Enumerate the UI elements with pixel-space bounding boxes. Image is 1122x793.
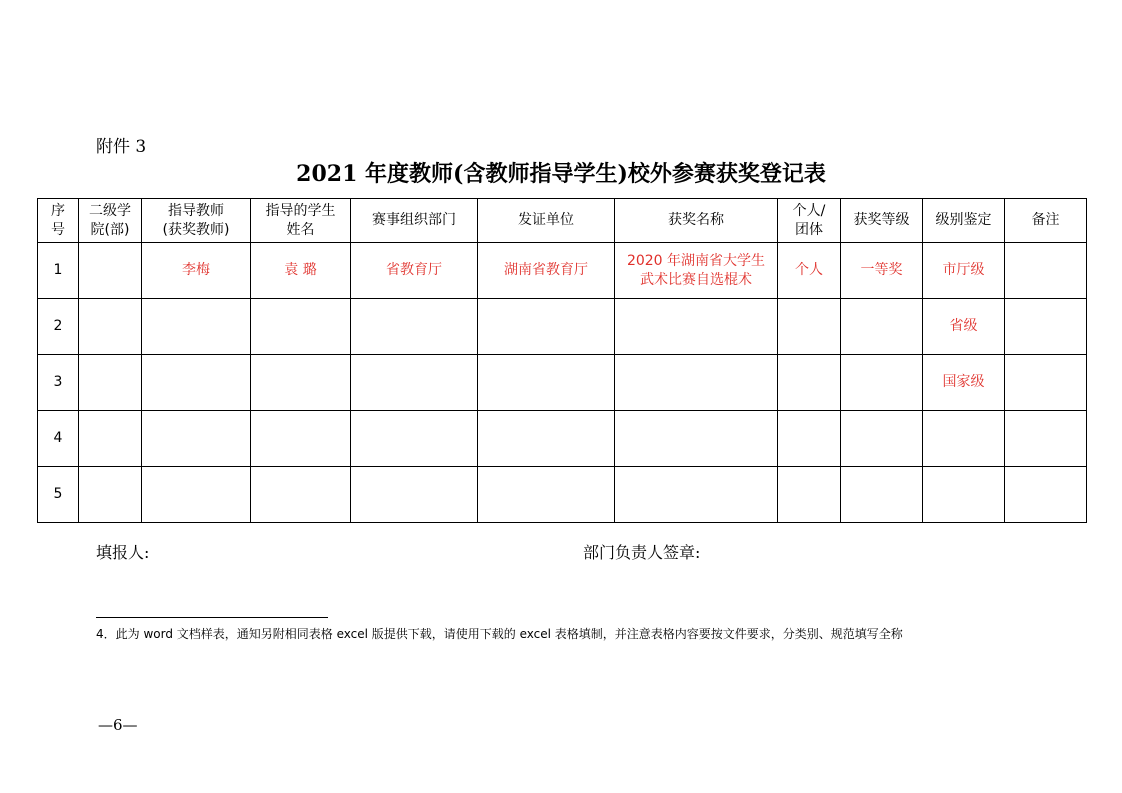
header-text: (获奖教师) — [162, 221, 230, 238]
cell-award-name[interactable] — [615, 411, 778, 467]
cell-individual-team[interactable] — [778, 243, 841, 299]
cell-college[interactable] — [79, 467, 142, 523]
dept-head-signature-label: 部门负责人签章: — [583, 543, 701, 562]
cell-remarks[interactable] — [1005, 243, 1087, 299]
cell-remarks[interactable] — [1005, 467, 1087, 523]
cell-student[interactable] — [251, 243, 351, 299]
table-row — [38, 411, 1087, 467]
table-row — [38, 299, 1087, 355]
cell-individual-team[interactable] — [778, 355, 841, 411]
header-text: 指导教师 — [168, 202, 224, 219]
footnote: 4．此为 word 文档样表，通知另附相同表格 excel 版提供下载，请使用下载的 excel 表格填制，并注意表格内容要按文件要求，分类别、规范填写全称 — [96, 627, 903, 641]
header-cell-issuer — [478, 199, 615, 243]
header-text: 个人/ — [792, 202, 826, 219]
cell-award-grade[interactable] — [841, 243, 923, 299]
cell-text: 国家级 — [942, 374, 985, 390]
cell-issuer[interactable] — [478, 355, 615, 411]
cell-student[interactable] — [251, 467, 351, 523]
cell-text: 省级 — [949, 318, 978, 334]
header-cell-teacher — [142, 199, 251, 243]
header-cell-college — [79, 199, 142, 243]
cell-college[interactable] — [79, 243, 142, 299]
header-text: 级别鉴定 — [935, 212, 992, 228]
table-row — [38, 355, 1087, 411]
cell-organizer[interactable] — [351, 299, 478, 355]
header-cell-award-name — [615, 199, 778, 243]
cell-text: 4 — [53, 430, 63, 446]
cell-award-name[interactable] — [615, 299, 778, 355]
cell-award-name[interactable] — [615, 355, 778, 411]
cell-text: 省教育厅 — [386, 262, 442, 278]
cell-remarks[interactable] — [1005, 411, 1087, 467]
header-text: 序 — [51, 202, 65, 219]
footnote-divider — [96, 617, 328, 618]
cell-award-name[interactable] — [615, 467, 778, 523]
cell-text: 袁 璐 — [284, 262, 317, 278]
cell-text: 2 — [53, 318, 63, 334]
cell-text: 一等奖 — [860, 262, 903, 278]
cell-remarks[interactable] — [1005, 355, 1087, 411]
header-text: 姓名 — [286, 221, 315, 238]
cell-issuer[interactable] — [478, 411, 615, 467]
cell-text: 李梅 — [182, 262, 210, 278]
cell-index[interactable] — [38, 243, 79, 299]
attachment-label: 附件 3 — [96, 137, 147, 157]
cell-award-grade[interactable] — [841, 299, 923, 355]
cell-level[interactable] — [923, 411, 1005, 467]
cell-teacher[interactable] — [142, 243, 251, 299]
header-cell-individual-team — [778, 199, 841, 243]
cell-teacher[interactable] — [142, 467, 251, 523]
header-text: 发证单位 — [518, 212, 574, 228]
cell-student[interactable] — [251, 355, 351, 411]
cell-organizer[interactable] — [351, 411, 478, 467]
cell-text: 5 — [53, 486, 63, 502]
cell-index[interactable] — [38, 411, 79, 467]
table-header-row — [38, 199, 1087, 243]
table-row — [38, 467, 1087, 523]
header-text: 指导的学生 — [265, 202, 336, 219]
cell-issuer[interactable] — [478, 299, 615, 355]
cell-text: 湖南省教育厅 — [504, 262, 588, 278]
cell-individual-team[interactable] — [778, 411, 841, 467]
header-cell-index — [38, 199, 79, 243]
cell-text: 个人 — [795, 262, 823, 278]
page-number: —6— — [98, 716, 138, 734]
header-cell-award-grade — [841, 199, 923, 243]
cell-organizer[interactable] — [351, 467, 478, 523]
header-cell-student — [251, 199, 351, 243]
cell-level[interactable] — [923, 243, 1005, 299]
cell-award-name[interactable] — [615, 243, 778, 299]
cell-organizer[interactable] — [351, 243, 478, 299]
cell-college[interactable] — [79, 355, 142, 411]
header-text: 获奖名称 — [668, 212, 724, 228]
header-text: 号 — [51, 221, 65, 238]
cell-text: 3 — [53, 374, 63, 390]
filler-label: 填报人: — [96, 543, 150, 562]
table-row — [38, 243, 1087, 299]
cell-issuer[interactable] — [478, 243, 615, 299]
cell-level[interactable] — [923, 355, 1005, 411]
cell-level[interactable] — [923, 467, 1005, 523]
header-text: 获奖等级 — [853, 212, 910, 228]
cell-student[interactable] — [251, 411, 351, 467]
cell-issuer[interactable] — [478, 467, 615, 523]
header-cell-level — [923, 199, 1005, 243]
header-cell-organizer — [351, 199, 478, 243]
cell-student[interactable] — [251, 299, 351, 355]
cell-text: 武术比赛自选棍术 — [640, 271, 752, 288]
cell-individual-team[interactable] — [778, 299, 841, 355]
cell-text: 1 — [53, 262, 63, 278]
cell-text: 市厅级 — [942, 262, 985, 278]
cell-award-grade[interactable] — [841, 355, 923, 411]
cell-teacher[interactable] — [142, 355, 251, 411]
header-text: 备注 — [1031, 212, 1060, 228]
cell-remarks[interactable] — [1005, 299, 1087, 355]
header-text: 团体 — [795, 221, 823, 238]
cell-index[interactable] — [38, 299, 79, 355]
award-registration-table — [37, 198, 1087, 523]
cell-college[interactable] — [79, 411, 142, 467]
header-text: 二级学 — [89, 202, 131, 219]
cell-organizer[interactable] — [351, 355, 478, 411]
cell-text: 2020 年湖南省大学生 — [626, 252, 766, 269]
form-title: 2021 年度教师(含教师指导学生)校外参赛获奖登记表 — [296, 161, 826, 187]
header-cell-remarks — [1005, 199, 1087, 243]
cell-college[interactable] — [79, 299, 142, 355]
cell-teacher[interactable] — [142, 411, 251, 467]
header-text: 赛事组织部门 — [372, 212, 456, 228]
cell-award-grade[interactable] — [841, 411, 923, 467]
cell-index[interactable] — [38, 355, 79, 411]
cell-award-grade[interactable] — [841, 467, 923, 523]
cell-individual-team[interactable] — [778, 467, 841, 523]
cell-index[interactable] — [38, 467, 79, 523]
cell-teacher[interactable] — [142, 299, 251, 355]
cell-level[interactable] — [923, 299, 1005, 355]
header-text: 院(部) — [90, 221, 130, 238]
